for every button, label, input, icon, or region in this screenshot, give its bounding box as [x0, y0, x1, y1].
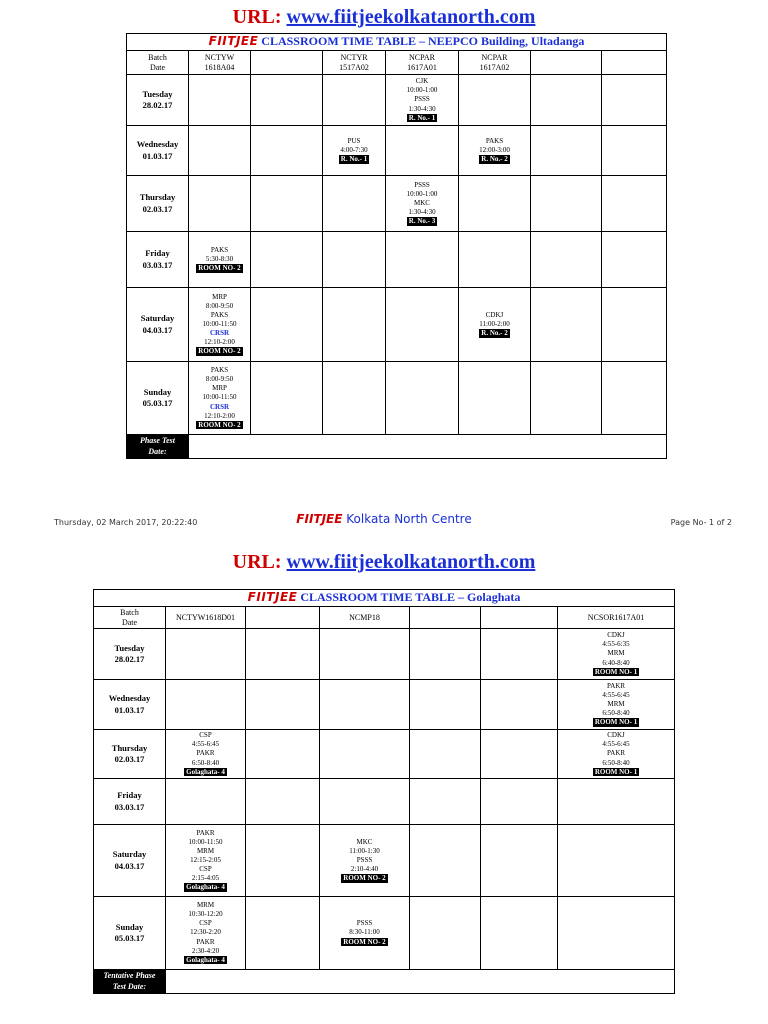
schedule-cell: [459, 288, 531, 362]
room-badge: ROOM NO- 1: [594, 718, 638, 727]
schedule-cell-empty: [251, 75, 323, 126]
table-title-text: CLASSROOM TIME TABLE – NEEPCO Building, Ultadanga: [261, 34, 585, 49]
schedule-cell-empty: [481, 680, 558, 730]
corner-label: Date: [149, 62, 166, 72]
time-slot: 10:00-11:50: [188, 837, 223, 846]
day-row-wednesday: [94, 680, 675, 730]
schedule-cell-empty: [531, 288, 602, 362]
batch-code: 1618A04: [204, 62, 235, 72]
subject-code: MRM: [196, 846, 215, 855]
url-link[interactable]: www.fiitjeekolkatanorth.com: [286, 6, 536, 28]
day-cell: [127, 362, 189, 435]
schedule-cell-empty: [481, 825, 558, 897]
class-entry: [189, 329, 250, 347]
time-slot: 6:50-8:40: [602, 709, 630, 718]
batch-code: 1517A02: [339, 62, 369, 72]
class-entry: [323, 137, 385, 155]
schedule-cell-empty: [320, 629, 410, 680]
schedule-cell-empty: [320, 730, 410, 779]
subject-code: PSSS: [414, 95, 430, 104]
time-slot: 12:15-2:05: [190, 855, 221, 864]
day-cell: [94, 629, 166, 680]
class-entry: [386, 199, 458, 217]
url-link[interactable]: www.fiitjeekolkatanorth.com: [286, 551, 536, 573]
class-entry: [166, 847, 245, 865]
time-slot: 4:00-7:30: [340, 145, 368, 154]
title-row: [127, 34, 667, 51]
class-entry: [558, 631, 674, 649]
class-entry: [166, 919, 245, 937]
schedule-cell-empty: [602, 126, 667, 176]
day-cell: [94, 730, 166, 779]
batch-header: [166, 607, 246, 629]
day-row-sunday: [94, 897, 675, 970]
schedule-cell: [386, 75, 459, 126]
url-header-2: [0, 551, 768, 574]
schedule-cell-empty: [459, 176, 531, 232]
schedule-cell-empty: [320, 779, 410, 825]
subject-code: CSP: [199, 865, 212, 874]
day-row-tuesday: [127, 75, 667, 126]
batch-header-empty: [246, 607, 320, 629]
schedule-cell-empty: [246, 680, 320, 730]
day-row-sunday: [127, 362, 667, 435]
schedule-cell-empty: [558, 897, 675, 970]
subject-code: CSP: [199, 731, 212, 740]
room-badge: ROOM NO- 2: [343, 937, 386, 946]
url-label: URL:: [232, 551, 282, 573]
schedule-cell-empty: [531, 232, 602, 288]
time-slot: 12:30-2:20: [190, 928, 221, 937]
batch-header-empty: [602, 51, 667, 75]
phase-test-label: [94, 970, 166, 994]
schedule-cell: [166, 730, 246, 779]
schedule-cell-empty: [558, 825, 675, 897]
subject-code: PAKS: [210, 310, 229, 319]
schedule-cell: [323, 126, 386, 176]
time-slot: 4:55-6:45: [602, 690, 630, 699]
batch-header: [386, 51, 459, 75]
room-badge: ROOM NO- 2: [343, 874, 386, 883]
batch-header-empty: [251, 51, 323, 75]
schedule-cell: [558, 680, 675, 730]
day-cell: [127, 126, 189, 176]
schedule-cell-empty: [251, 232, 323, 288]
time-slot: 2:15-4:05: [191, 874, 220, 883]
day-cell: [127, 176, 189, 232]
room-badge: ROOM NO- 2: [198, 420, 241, 429]
table-title: [127, 34, 667, 51]
timetable-neepco: [126, 33, 667, 459]
time-slot: 10:00-11:50: [202, 393, 237, 402]
day-date: 05.03.17: [142, 398, 173, 408]
day-name: Saturday: [140, 313, 175, 324]
class-entry: [166, 731, 245, 749]
class-entry: [189, 366, 250, 384]
schedule-cell-empty: [386, 126, 459, 176]
day-date: 02.03.17: [142, 203, 173, 214]
schedule-cell: [558, 730, 675, 779]
phase-test-text: Test Date:: [112, 981, 147, 991]
batch-header-empty: [410, 607, 481, 629]
time-slot: 10:00-1:00: [406, 189, 438, 198]
day-row-thursday: [94, 730, 675, 779]
room-badge: R. No.- 2: [481, 155, 508, 164]
day-date: 04.03.17: [114, 860, 145, 871]
subject-code: PAKS: [485, 136, 504, 145]
day-date: 02.03.17: [114, 754, 145, 764]
schedule-cell: [189, 288, 251, 362]
class-entry: [386, 77, 458, 95]
schedule-cell-empty: [189, 176, 251, 232]
batch-date-corner: [127, 51, 189, 75]
time-slot: 4:55-6:35: [602, 640, 630, 649]
time-slot: 6:50-8:40: [602, 758, 630, 767]
table-title-text: CLASSROOM TIME TABLE – Golaghata: [300, 590, 521, 605]
time-slot: 11:00-1:30: [349, 846, 380, 855]
subject-code: MRM: [607, 649, 625, 658]
schedule-cell-empty: [410, 825, 481, 897]
batch-code: 1617A01: [407, 62, 437, 72]
schedule-cell: [320, 825, 410, 897]
day-cell: [127, 75, 189, 126]
schedule-cell-empty: [166, 629, 246, 680]
time-slot: 6:40-8:40: [602, 658, 630, 667]
day-name: Saturday: [112, 849, 147, 860]
schedule-cell-empty: [459, 75, 531, 126]
schedule-cell-empty: [246, 629, 320, 680]
class-entry: [166, 938, 245, 956]
class-entry: [166, 829, 245, 847]
subject-code: CJK: [415, 77, 429, 86]
time-slot: 12:00-3:00: [479, 145, 510, 154]
time-slot: 5:30-8:30: [205, 254, 234, 263]
room-badge: ROOM NO- 2: [198, 347, 241, 356]
schedule-cell-empty: [386, 362, 459, 435]
batch-code: NCTYR: [340, 52, 368, 62]
subject-code: MKC: [356, 837, 373, 846]
page-number: Page No- 1 of 2: [670, 518, 732, 527]
schedule-cell: [558, 629, 675, 680]
schedule-cell-empty: [323, 232, 386, 288]
centre-label: Kolkata North Centre: [346, 512, 472, 526]
time-slot: 4:55-6:45: [191, 740, 220, 749]
header-row: [94, 607, 675, 629]
batch-code: NCTYW: [204, 52, 235, 62]
schedule-cell-empty: [602, 288, 667, 362]
corner-label: Batch: [120, 607, 139, 617]
title-row: [94, 590, 675, 607]
subject-code: MRM: [196, 901, 215, 910]
time-slot: 10:00-11:50: [202, 319, 237, 328]
subject-code: MKC: [414, 198, 430, 207]
time-slot: 10:30-12:20: [188, 910, 223, 919]
centre-name: [0, 512, 768, 526]
class-entry: [320, 856, 409, 874]
batch-code: 1617A02: [479, 62, 510, 72]
day-name: Sunday: [115, 921, 144, 932]
subject-code: PAKS: [210, 245, 229, 254]
subject-code: PAKS: [210, 366, 229, 375]
room-badge: Golaghata- 4: [186, 955, 225, 964]
time-slot: 8:00-9:50: [205, 375, 234, 384]
schedule-cell-empty: [251, 126, 323, 176]
corner-label: Date: [121, 617, 138, 627]
schedule-cell-empty: [481, 629, 558, 680]
room-badge: R. No.- 2: [481, 329, 508, 338]
phase-test-row: [127, 435, 667, 459]
day-row-wednesday: [127, 126, 667, 176]
schedule-cell-empty: [410, 680, 481, 730]
room-badge: ROOM NO- 1: [594, 767, 638, 776]
day-row-friday: [94, 779, 675, 825]
url-label: URL:: [232, 6, 282, 28]
time-slot: 2:30-4:20: [191, 946, 220, 955]
schedule-cell-empty: [531, 362, 602, 435]
schedule-cell-empty: [481, 897, 558, 970]
day-cell: [94, 680, 166, 730]
day-date: 05.03.17: [114, 933, 145, 943]
day-name: Friday: [117, 790, 142, 801]
schedule-cell-empty: [323, 176, 386, 232]
schedule-cell-empty: [246, 897, 320, 970]
subject-code: CSP: [199, 919, 212, 928]
room-badge: ROOM NO- 1: [594, 667, 638, 676]
schedule-cell-empty: [602, 75, 667, 126]
fiitjee-logo: FIITJEE: [296, 512, 343, 526]
batch-code: NCPAR: [409, 52, 435, 62]
subject-code: CDKJ: [485, 310, 504, 319]
time-slot: 11:00-2:00: [479, 319, 510, 328]
schedule-cell: [189, 362, 251, 435]
subject-code: MRP: [212, 292, 227, 301]
schedule-cell-empty: [251, 288, 323, 362]
time-slot: 8:00-9:50: [205, 301, 234, 310]
schedule-cell-empty: [459, 232, 531, 288]
schedule-cell-empty: [246, 730, 320, 779]
phase-test-text: Phase Test: [139, 436, 176, 446]
class-entry: [320, 838, 409, 856]
subject-code: PSSS: [356, 919, 373, 928]
phase-test-text: Tentative Phase: [103, 971, 156, 981]
schedule-cell-empty: [246, 825, 320, 897]
batch-header: [558, 607, 675, 629]
class-entry: [320, 919, 409, 937]
schedule-cell: [166, 825, 246, 897]
day-date: 03.03.17: [142, 259, 173, 270]
schedule-cell-empty: [531, 176, 602, 232]
url-header-1: [0, 6, 768, 29]
schedule-cell: [386, 176, 459, 232]
class-entry: [189, 403, 250, 421]
day-name: Tuesday: [142, 88, 173, 99]
day-cell: [94, 897, 166, 970]
time-slot: 2:10-4:40: [350, 865, 379, 874]
schedule-cell: [459, 126, 531, 176]
room-badge: R. No.- 1: [408, 113, 436, 122]
batch-code: NCTYW1618D01: [175, 612, 236, 622]
class-entry: [189, 384, 250, 402]
day-name: Thursday: [139, 192, 176, 203]
subject-code: CRSR: [209, 329, 230, 338]
schedule-cell-empty: [323, 288, 386, 362]
subject-code: PAKR: [607, 749, 626, 758]
day-date: 03.03.17: [114, 801, 145, 812]
class-entry: [558, 700, 674, 718]
day-cell: [127, 288, 189, 362]
class-entry: [189, 311, 250, 329]
page-footer: [0, 510, 768, 532]
class-entry: [558, 649, 674, 667]
schedule-cell-empty: [531, 126, 602, 176]
subject-code: MRP: [212, 384, 227, 393]
room-badge: ROOM NO- 2: [198, 264, 241, 273]
subject-code: PAKR: [607, 681, 626, 690]
schedule-cell-empty: [189, 126, 251, 176]
time-slot: 4:55-6:45: [602, 740, 630, 749]
subject-code: CDKJ: [607, 631, 625, 640]
day-date: 28.02.17: [142, 100, 173, 110]
day-cell: [127, 232, 189, 288]
schedule-cell-empty: [602, 176, 667, 232]
schedule-cell-empty: [602, 362, 667, 435]
schedule-cell: [166, 897, 246, 970]
print-timestamp: Thursday, 02 March 2017, 20:22:40: [54, 518, 198, 527]
schedule-cell-empty: [481, 779, 558, 825]
timetable-golaghata: [93, 589, 675, 994]
batch-header: [323, 51, 386, 75]
time-slot: 12:10-2:00: [204, 338, 235, 347]
class-entry: [558, 749, 674, 767]
class-entry: [166, 901, 245, 919]
schedule-cell-empty: [410, 897, 481, 970]
schedule-cell-empty: [323, 362, 386, 435]
schedule-cell-empty: [251, 362, 323, 435]
schedule-cell-empty: [386, 232, 459, 288]
day-name: Sunday: [143, 386, 172, 397]
batch-code: NCMP18: [349, 612, 380, 622]
batch-date-corner: [94, 607, 166, 629]
class-entry: [189, 293, 250, 311]
batch-header: [320, 607, 410, 629]
schedule-cell-empty: [189, 75, 251, 126]
class-entry: [386, 95, 458, 113]
batch-header-empty: [481, 607, 558, 629]
subject-code: PAKR: [196, 937, 215, 946]
fiitjee-logo: FIITJEE: [208, 34, 259, 49]
class-entry: [459, 137, 530, 155]
schedule-cell-empty: [386, 288, 459, 362]
schedule-cell-empty: [410, 779, 481, 825]
room-badge: R. No.- 3: [408, 217, 436, 226]
subject-code: MRM: [607, 699, 625, 708]
schedule-cell-empty: [323, 75, 386, 126]
subject-code: PAKR: [196, 749, 215, 758]
subject-code: PSSS: [414, 180, 430, 189]
phase-test-text: Date:: [148, 446, 167, 456]
day-name: Wednesday: [108, 693, 151, 704]
subject-code: PUS: [347, 136, 361, 145]
batch-header: [189, 51, 251, 75]
phase-test-date-cell: [166, 970, 675, 994]
room-badge: Golaghata- 4: [186, 767, 225, 776]
schedule-cell-empty: [246, 779, 320, 825]
schedule-cell-empty: [531, 75, 602, 126]
batch-code: NCPAR: [481, 52, 508, 62]
subject-code: CDKJ: [607, 731, 625, 740]
schedule-cell-empty: [410, 730, 481, 779]
schedule-cell-empty: [602, 232, 667, 288]
batch-header: [459, 51, 531, 75]
day-row-tuesday: [94, 629, 675, 680]
time-slot: 1:30-4:30: [408, 208, 436, 217]
time-slot: 6:50-8:40: [191, 758, 220, 767]
day-cell: [94, 779, 166, 825]
phase-test-label: [127, 435, 189, 459]
table-title: [94, 590, 675, 607]
subject-code: CRSR: [209, 402, 230, 411]
day-date: 01.03.17: [142, 150, 173, 161]
corner-label: Batch: [148, 52, 167, 62]
fiitjee-logo: FIITJEE: [247, 590, 298, 605]
class-entry: [189, 246, 250, 264]
class-entry: [558, 731, 674, 749]
schedule-cell-empty: [166, 680, 246, 730]
schedule-cell-empty: [166, 779, 246, 825]
schedule-cell-empty: [558, 779, 675, 825]
day-row-saturday: [94, 825, 675, 897]
room-badge: Golaghata- 4: [186, 883, 225, 892]
schedule-cell: [320, 897, 410, 970]
day-name: Thursday: [111, 742, 148, 753]
class-entry: [558, 682, 674, 700]
room-badge: R. No.- 1: [340, 155, 368, 164]
day-name: Wednesday: [136, 139, 179, 150]
class-entry: [166, 865, 245, 883]
schedule-cell-empty: [459, 362, 531, 435]
subject-code: PSSS: [356, 855, 373, 864]
schedule-cell-empty: [481, 730, 558, 779]
schedule-cell-empty: [410, 629, 481, 680]
phase-test-row: [94, 970, 675, 994]
day-row-saturday: [127, 288, 667, 362]
time-slot: 1:30-4:30: [408, 104, 436, 113]
day-cell: [94, 825, 166, 897]
day-row-thursday: [127, 176, 667, 232]
day-date: 04.03.17: [142, 324, 173, 335]
schedule-cell-empty: [251, 176, 323, 232]
batch-code: NCSOR1617A01: [587, 612, 645, 622]
day-row-friday: [127, 232, 667, 288]
day-date: 01.03.17: [114, 704, 145, 715]
phase-test-date-cell: [189, 435, 667, 459]
subject-code: PAKR: [196, 828, 215, 837]
class-entry: [166, 749, 245, 767]
header-row: [127, 51, 667, 75]
batch-header-empty: [531, 51, 602, 75]
day-date: 28.02.17: [114, 654, 145, 664]
time-slot: 8:30-11:00: [349, 928, 380, 937]
day-name: Friday: [145, 248, 170, 259]
day-name: Tuesday: [114, 642, 145, 653]
schedule-cell: [189, 232, 251, 288]
time-slot: 12:10-2:00: [204, 411, 235, 420]
schedule-cell-empty: [320, 680, 410, 730]
class-entry: [459, 311, 530, 329]
class-entry: [386, 181, 458, 199]
time-slot: 10:00-1:00: [406, 86, 438, 95]
